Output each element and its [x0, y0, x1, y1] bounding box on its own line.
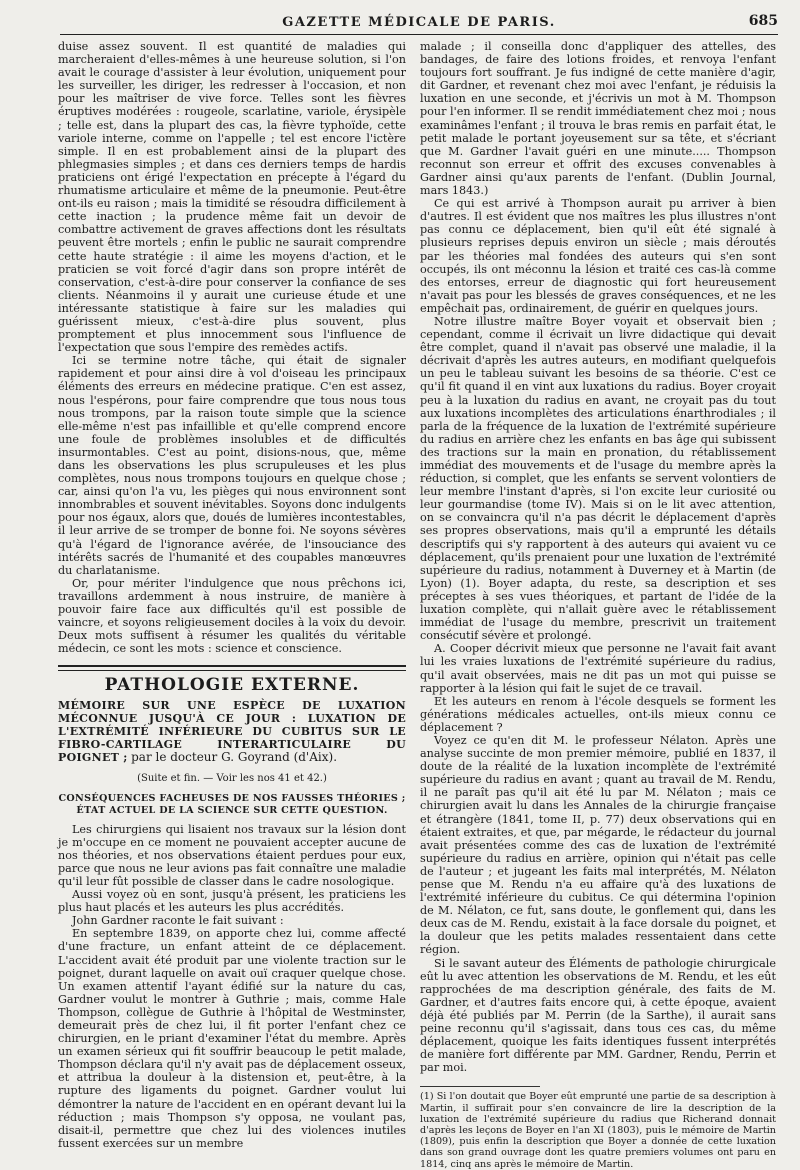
paragraph: Et les auteurs en renom à l'école desquels se forment les générations médicales actuelles, ont-ils mieux connu ce déplacement ? [420, 694, 776, 734]
section-title: PATHOLOGIE EXTERNE. [104, 675, 360, 696]
page-header [60, 12, 778, 35]
footnote: (1) Si l'on doutait que Boyer eût emprunté une partie de sa description à Martin, il suffirait pour s'en convaincre de lire la description de la luxation de l'extrémité supérieure du radius que Richerand donnait d'après les leçons de Boyer en l'an XI (1803), puis le mémoire de Martin (1809), puis enfin la description que Boyer a donnée de cette luxation dans son grand ouvrage dont les quatre premiers volumes ont paru en 1814, cinq ans après le mémoire de Martin. [420, 1091, 776, 1170]
paragraph: Ce qui est arrivé à Thompson aurait pu arriver à bien d'autres. Il est évident que nos maîtres les plus illustres n'ont pas connu ce déplacement, bien qu'il eût été signalé à plusieurs reprises depuis environ un siècle ; mais déroutés par les théories mal fondées des auteurs qui s'en sont occupés, ils ont méconnu la lésion et traité ces cas-là comme des entorses, erreur de diagnostic qui fort heureusement n'avait pas pour les blessés de graves conséquences, et ne les empêchait pas, ordinairement, de guérir en quelques jours. [420, 197, 776, 315]
paragraph: John Gardner raconte le fait suivant : [72, 914, 284, 928]
paragraph: malade ; il conseilla donc d'appliquer des attelles, des bandages, de faire des lotions froides, et renvoya l'enfant toujours fort souffrant. Je fus indigné de cette manière d'agir, dit Gardner, et revenant chez moi avec l'enfant, je réduisis la luxation en une seconde, et j'écrivis un mot à M. Thompson pour l'en informer. Il se rendit immédiatement chez moi ; nous examinâmes l'enfant ; il trouva le bras remis en parfait état, le petit malade le portant joyeusement sur sa tête, et s'écriant que M. Gardner l'avait guéri en une minute..... Thompson reconnut son erreur et offrit des excuses convenables à Gardner ainsi qu'aux parents de l'enfant. (Dublin Journal, mars 1843.) [420, 40, 776, 198]
paragraph: Si le savant auteur des Éléments de pathologie chirurgicale eût lu avec attention les observations de M. Rendu, et les eût rapprochées de ma description générale, des faits de M. Gardner, et d'autres faits encore qui, à cette époque, avaient déjà été publiés par M. Perrin (de la Sarthe), il aurait sans peine reconnu qu'il s'agissait, dans tous ces cas, du même déplacement, quoique les faits identiques fussent interprétés de manière fort différente par MM. Gardner, Rendu, Perrin et par moi. [420, 956, 776, 1075]
continuation-note: (Suite et fin. — Voir les nos 41 et 42.) [137, 772, 327, 784]
right-column [420, 40, 776, 1170]
paragraph: En septembre 1839, on apporte chez lui, comme affecté d'une fracture, un enfant atteint de ce déplacement. L'accident avait été produit par une violente traction sur le poignet, durant laquelle on avait ouï craquer quelque chose. Un examen attentif l'ayant édifié sur la nature du cas, Gardner voulut le montrer à Guthrie ; mais, comme Hale Thompson, collègue de Guthrie à l'hôpital de Westminster, demeurait près de chez lui, il fit porter l'enfant chez ce chirurgien, en le priant d'examiner l'état du membre. Après un examen sérieux qui fit souffrir beaucoup le petit malade, Thompson déclara qu'il n'y avait pas de déplacement osseux, et attribua la douleur à la distension et, peut-être, à la rupture des ligaments du poignet. Gardner voulut lui démontrer la nature de l'accident en en opérant devant lui la réduction ; mais Thompson s'y opposa, ne voulant pas, disait-il, permettre que chez lui des violences inutiles fussent exercées sur un membre [58, 927, 406, 1150]
subsection-heading: CONSÉQUENCES FACHEUSES DE NOS FAUSSES THÉORIES ; ÉTAT ACTUEL DE LA SCIENCE SUR CETTE QUESTION. [58, 792, 406, 816]
memoir-title-block [58, 699, 406, 764]
left-column [58, 40, 406, 1150]
memoir-author: par le docteur G. Goyrand (d'Aix). [131, 749, 338, 764]
footnote-divider [420, 1086, 540, 1087]
paragraph: Voyez ce qu'en dit M. le professeur Nélaton. Après une analyse succinte de mon premier mémoire, publié en 1837, il doute de la réalité de la luxation incomplète de l'extrémité supérieure du radius en avant ; quant au travail de M. Rendu, il ne paraît pas qu'il ait été lu par M. Nélaton ; mais ce chirurgien avait lu dans les Annales de la chirurgie française et étrangère (1841, tome II, p. 77) deux observations qui en étaient extraites, et que, par mégarde, le rédacteur du journal avait présentées comme des cas de luxation de l'extrémité supérieure du radius en arrière, opinion qui n'était pas celle de l'auteur ; et jugeant les faits mal interprétés, M. Nélaton pense que M. Rendu n'a eu affaire qu'à des luxations de l'extrémité inférieure du cubitus. Ce qui détermina l'opinion de M. Nélaton, ce fut, sans doute, le gonflement qui, dans les deux cas de M. Rendu, existait à la face dorsale du poignet, et la douleur que les petits malades ressentaient dans cette région. [420, 733, 776, 957]
running-head: GAZETTE MÉDICALE DE PARIS. [282, 15, 556, 30]
paragraph: Ici se termine notre tâche, qui était de signaler rapidement et pour ainsi dire à vol d'oiseau les principaux éléments des erreurs en médecine pratique. C'en est assez, nous l'espérons, pour faire comprendre que tous nous tous nous trompons, par la raison toute simple que la science elle-même n'est pas infaillible et qu'elle comprend encore une foule de problèmes insolubles et de difficultés insurmontables. C'est au point, disions-nous, que, même dans les observations les plus scrupuleuses et les plus complètes, nous nous trompons toujours en quelque chose ; car, ainsi qu'on l'a vu, les pièges qui nous environnent sont innombrables et souvent inévitables. Soyons donc indulgents pour nos égaux, alors que, doués de lumières incontestables, il leur arrive de se tromper de bonne foi. Ne soyons sévères qu'à l'égard de l'ignorance avérée, de l'insouciance des intérêts sacrés de l'humanité et des coupables manœuvres du charlatanisme. [58, 354, 406, 577]
paragraph: duise assez souvent. Il est quantité de maladies qui marcheraient d'elles-mêmes à une heureuse solution, si l'on avait le courage d'assister à leur évolution, uniquement pour les surveiller, les diriger, les redresser à l'occasion, et non pour les maîtriser de vive force. Telles sont les fièvres éruptives modérées : rougeole, scarlatine, variole, érysipèle ; telle est, dans la plupart des cas, la fièvre typhoïde, cette variole interne, comme on l'appelle ; tel est encore l'ictère simple. Il en est probablement ainsi de la plupart des phlegmasies simples ; et dans ces derniers temps de hardis praticiens ont érigé l'expectation en précepte à l'égard du rhumatisme articulaire et même de la pneumonie. Peut-être ont-ils eu raison ; mais la timidité se résoudra difficilement à cette inaction ; la prudence même fait un devoir de combattre activement de graves affections dont les résultats peuvent être mortels ; enfin le public ne saurait comprendre cette haute stratégie : il aime les moyens d'action, et le praticien se voit forcé d'agir dans son propre intérêt de conservation, c'est-à-dire pour conserver la confiance de ses clients. Néanmoins il y aurait une curieuse étude et une intéressante statistique à faire sur les maladies qui guérissent mieux, c'est-à-dire plus souvent, plus promptement et plus innocemment sous l'influence de l'expectation que sous l'empire des remèdes actifs. [58, 40, 406, 355]
paragraph: Or, pour mériter l'indulgence que nous prêchons ici, travaillons ardemment à nous instruire, de manière à pouvoir faire face aux difficultés qu'il est possible de vaincre, et soyons religieusement dociles à la voix du devoir. Deux mots suffisent à résumer les qualités du véritable médecin, ce sont les mots : science et conscience. [58, 576, 406, 656]
paragraph: A. Cooper décrivit mieux que personne ne l'avait fait avant lui les vraies luxations de l'extrémité supérieure du radius, qu'il avait observées, mais ne dit pas un mot qui puisse se rapporter à la lésion qui fait le sujet de ce travail. [420, 642, 776, 695]
memoir-title: MÉMOIRE SUR UNE ESPÈCE DE LUXATION MÉCONNUE JUSQU'À CE JOUR : LUXATION DE L'EXTRÉMITÉ INFÉRIEURE DU CUBITUS SUR LE FIBRO-CARTILAGE INTERARTICULAIRE DU POIGNET ; [58, 698, 406, 764]
section-divider [58, 665, 406, 671]
page-number: 685 [748, 13, 778, 29]
paragraph: Les chirurgiens qui lisaient nos travaux sur la lésion dont je m'occupe en ce moment ne pouvaient accepter aucune de nos théories, et nos observations étaient perdues pour eux, parce que nous ne leur avions pas fait connaître une maladie qu'il leur fût possible de classer dans le cadre nosologique. [58, 822, 406, 888]
paragraph: Notre illustre maître Boyer voyait et observait bien ; cependant, comme il écrivait un livre didactique qui devait être complet, quand il n'avait pas observé une maladie, il la décrivait d'après les autres auteurs, en modifiant quelquefois un peu le tableau suivant les besoins de sa théorie. C'est ce qu'il fit quand il en vint aux luxations du radius. Boyer croyait peu à la luxation du radius en avant, ne croyait pas du tout aux luxations incomplètes des articulations énarthrodiales ; il parla de la fréquence de la luxation de l'extrémité supérieure du radius en arrière chez les enfants en bas âge qui subissent des tractions sur la main en pronation, du rétablissement immédiat des mouvements et de l'usage du membre après la réduction, si complet, que les enfants se servent volontiers de leur membre l'instant d'après, si l'on excite leur curiosité ou leur gourmandise (tome IV). Mais si on le lit avec attention, on se convaincra qu'il n'a pas décrit le déplacement d'après ses propres observations, mais qu'il a emprunté les détails descriptifs qui s'y rapportent à des auteurs qui avaient vu ce déplacement, qu'ils prenaient pour une luxation de l'extrémité supérieure du radius, notamment à Duverney et à Martin (de Lyon) (1). Boyer adapta, du reste, sa description et ses préceptes à ses vues théoriques, et partant de l'idée de la luxation complète, qui n'allait guère avec le rétablissement immédiat de l'usage du membre, prescrivit un traitement consécutif sévère et prolongé. [420, 314, 776, 643]
paragraph: Aussi voyez où en sont, jusqu'à présent, les praticiens les plus haut placés et les auteurs les plus accrédités. [58, 888, 406, 915]
